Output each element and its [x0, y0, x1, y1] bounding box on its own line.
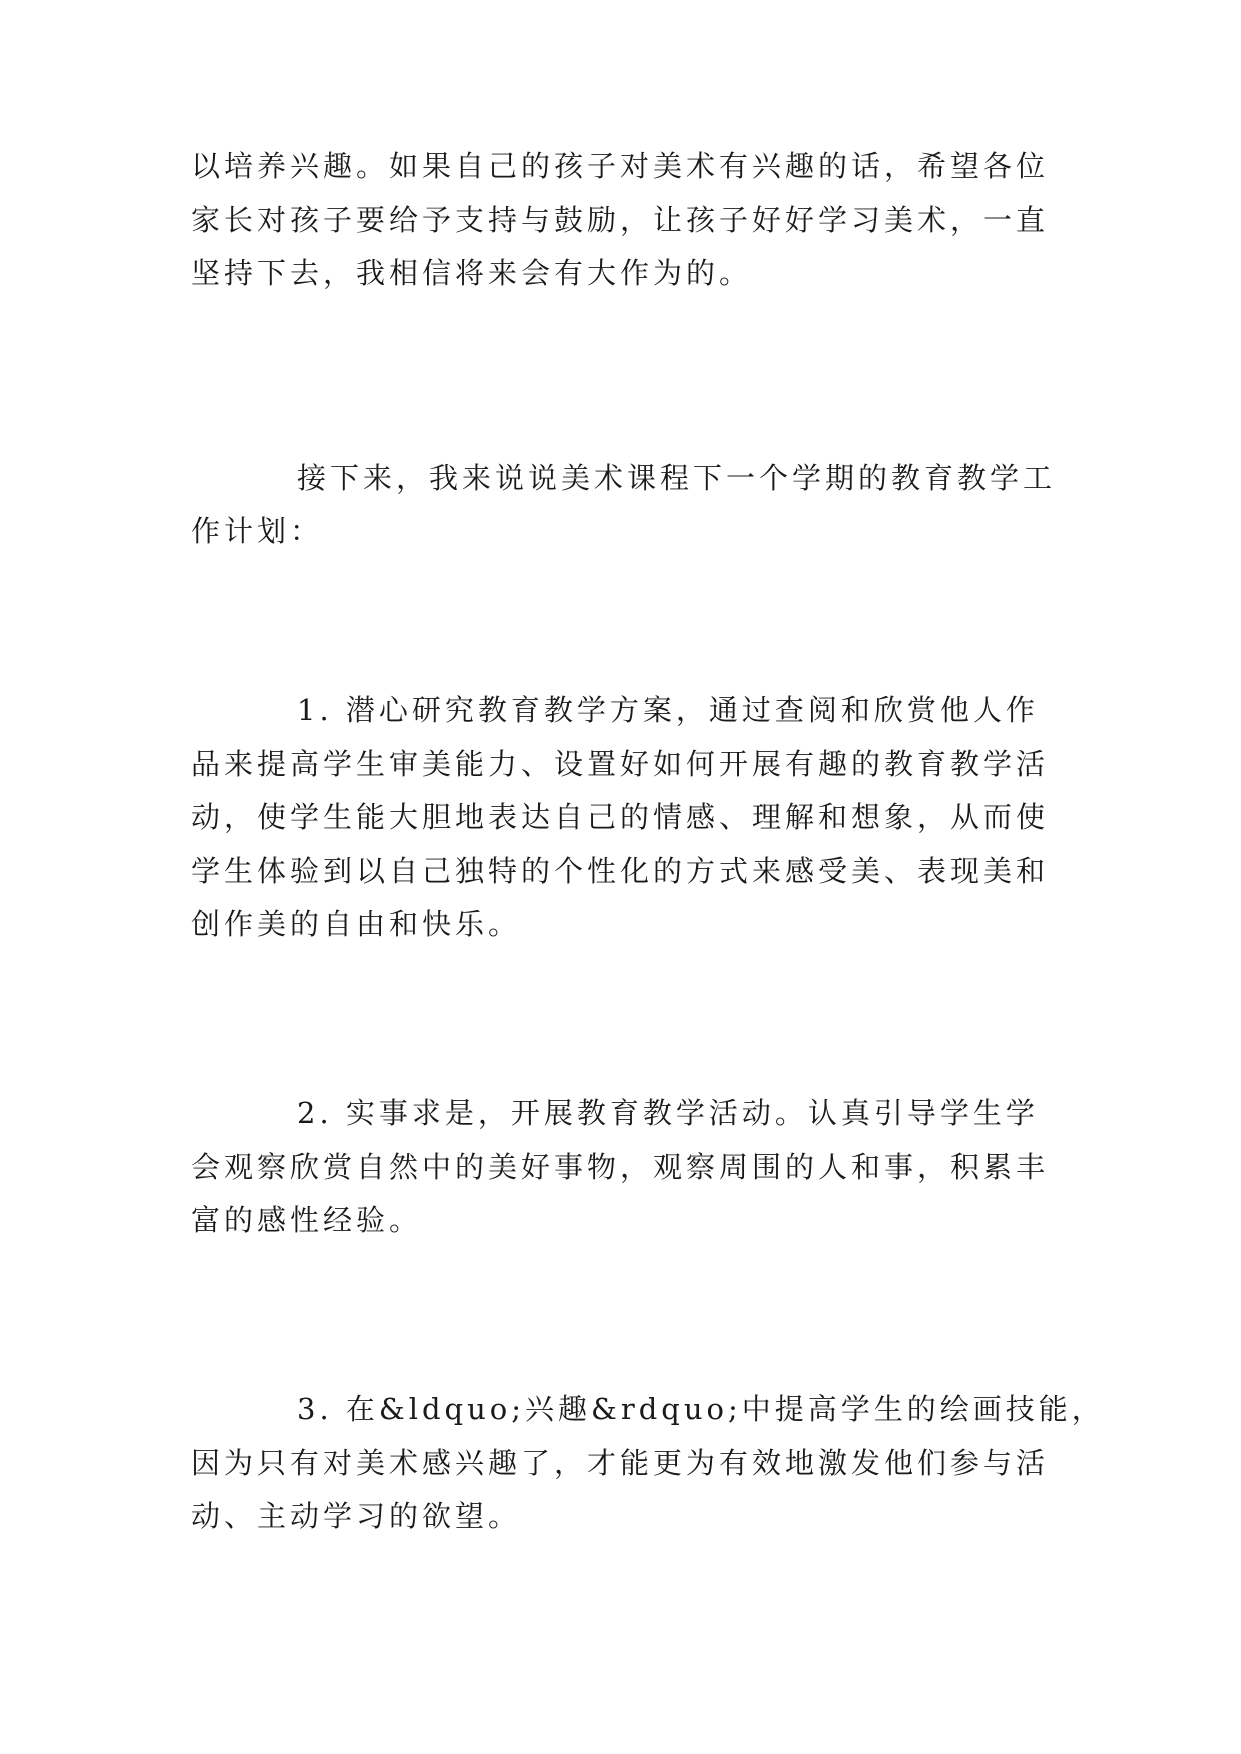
paragraph-line: 家长对孩子要给予支持与鼓励，让孩子好好学习美术，一直	[191, 203, 1050, 237]
paragraph-line: 因为只有对美术感兴趣了，才能更为有效地激发他们参与活	[191, 1446, 1050, 1480]
paragraph-line: 作计划：	[191, 514, 324, 548]
numbered-item-line: 1. 潜心研究教育教学方案，通过查阅和欣赏他人作	[297, 693, 1039, 727]
paragraph-line: 学生体验到以自己独特的个性化的方式来感受美、表现美和	[191, 854, 1050, 888]
paragraph-line: 富的感性经验。	[191, 1203, 423, 1237]
numbered-item-line: 2. 实事求是，开展教育教学活动。认真引导学生学	[297, 1096, 1039, 1130]
paragraph-line: 品来提高学生审美能力、设置好如何开展有趣的教育教学活	[191, 747, 1050, 781]
paragraph-line: 动，使学生能大胆地表达自己的情感、理解和想象，从而使	[191, 800, 1050, 834]
paragraph-line: 会观察欣赏自然中的美好事物，观察周围的人和事，积累丰	[191, 1150, 1050, 1184]
paragraph-line: 动、主动学习的欲望。	[191, 1499, 522, 1533]
paragraph-line: 以培养兴趣。如果自己的孩子对美术有兴趣的话，希望各位	[191, 149, 1050, 183]
paragraph-line: 创作美的自由和快乐。	[191, 907, 522, 941]
paragraph-line: 接下来，我来说说美术课程下一个学期的教育教学工	[297, 461, 1057, 495]
paragraph-line: 坚持下去，我相信将来会有大作为的。	[191, 256, 753, 290]
numbered-item-line: 3. 在&ldquo;兴趣&rdquo;中提高学生的绘画技能，	[297, 1392, 1105, 1426]
